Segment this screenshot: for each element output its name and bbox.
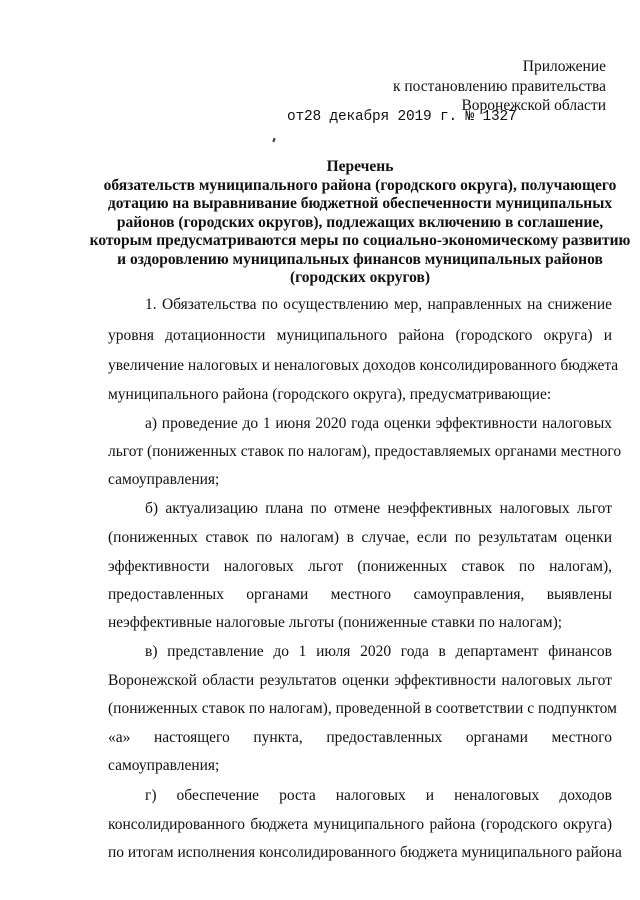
body-line: а) проведение до 1 июня 2020 года оценки эффективности налоговых xyxy=(145,415,612,432)
body-line: в) представление до 1 июля 2020 года в департамент финансов xyxy=(145,643,612,660)
body-line: предоставленных органами местного самоуправления, выявлены xyxy=(108,586,612,603)
title-line: районов (городских округов), подлежащих включению в соглашение, xyxy=(116,213,604,231)
title-line: (городских округов) xyxy=(289,269,431,286)
body-line: консолидированного бюджета муниципального района (городского округа) xyxy=(108,816,612,833)
body-line: (пониженных ставок по налогам), проведенной в соответствии с подпунктом xyxy=(108,700,617,717)
body-line: льгот (пониженных ставок по налогам), предоставляемых органами местного xyxy=(108,443,622,460)
body-line: увеличение налоговых и неналоговых доходов консолидированного бюджета xyxy=(108,357,619,374)
body-line: (пониженных ставок по налогам) в случае, если по результатам оценки xyxy=(108,529,612,546)
title-line: которым предусматриваются меры по социально-экономическому развитию xyxy=(89,232,631,249)
body-line: Воронежской области результатов оценки эффективности налоговых льгот xyxy=(108,672,612,689)
appendix-region: Воронежской области xyxy=(461,97,606,114)
body-line: уровня дотационности муниципального района (городского округа) и xyxy=(108,327,612,344)
appendix-decree-ref: к постановлению правительства xyxy=(392,77,606,95)
document-title xyxy=(80,158,640,288)
title-line: и оздоровлению муниципальных финансов муниципальных районов xyxy=(117,250,603,268)
title-heading: Перечень xyxy=(326,158,394,175)
decree-date-number: от28 декабря 2019 г. № 1327 xyxy=(287,109,517,125)
body-line: эффективности налоговых льгот (пониженных ставок по налогам), xyxy=(108,558,612,575)
body-line: по итогам исполнения консолидированного бюджета муниципального района xyxy=(108,844,622,861)
body-line: «а» настоящего пункта, предоставленных органами местного xyxy=(108,729,612,746)
body-line: неэффективные налоговые льготы (пониженные ставки по налогам); xyxy=(108,614,563,631)
appendix-header xyxy=(393,57,606,116)
title-line: дотацию на выравнивание бюджетной обеспеченности муниципальных xyxy=(107,195,613,212)
body-line: г) обеспечение роста налоговых и неналоговых доходов xyxy=(145,787,612,804)
title-line: обязательств муниципального района (городского округа), получающего xyxy=(103,176,617,194)
body-line: муниципального района (городского округа), предусматривающие: xyxy=(108,386,552,403)
appendix-label: Приложение xyxy=(522,58,606,75)
body-line: самоуправления; xyxy=(108,757,220,774)
body-line: 1. Обязательства по осуществлению мер, направленных на снижение xyxy=(145,296,612,313)
scan-speck xyxy=(272,138,275,142)
body-line: б) актуализацию плана по отмене неэффективных налоговых льгот xyxy=(145,500,612,517)
body-line: самоуправления; xyxy=(108,471,220,488)
